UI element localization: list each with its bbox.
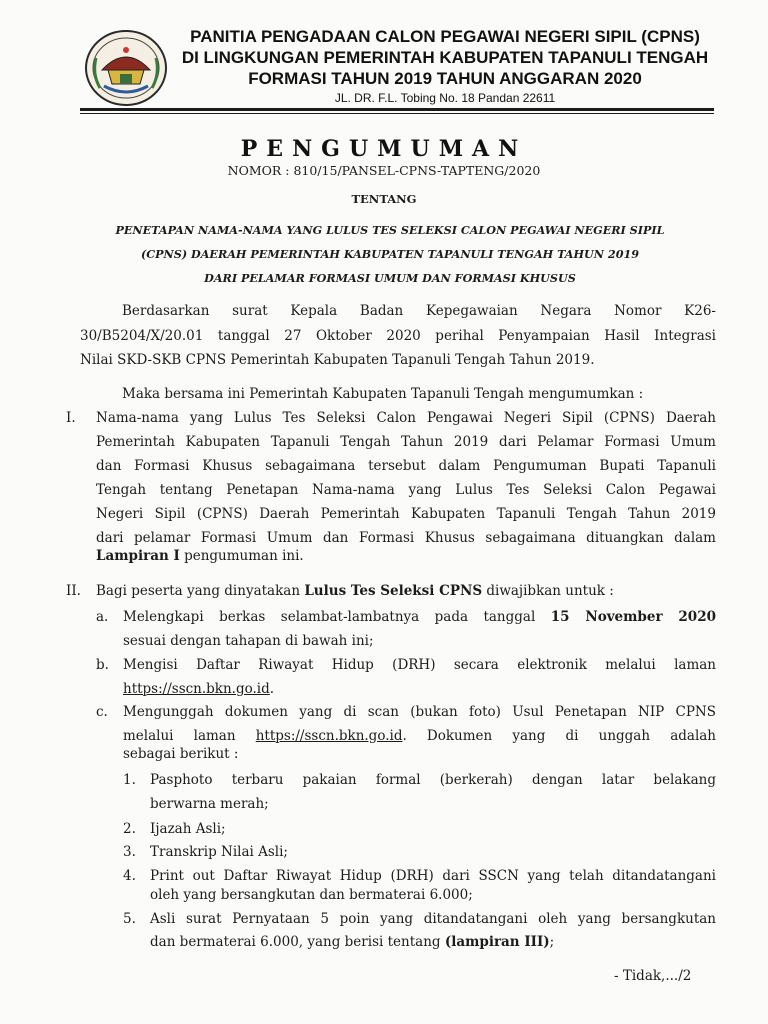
item-a-marker: a. — [96, 609, 109, 625]
doc-item-3-number: 3. — [123, 844, 136, 860]
section-1-line-7 — [96, 547, 304, 565]
doc-item-3-line-1: Transkrip Nilai Asli; — [150, 844, 288, 860]
doc-item-5-number: 5. — [123, 911, 136, 927]
item-b-marker: b. — [96, 657, 109, 673]
section-1-line-4: Tengah tentang Penetapan Nama-nama yang Lulus Tes Seleksi Calon Pegawai — [96, 482, 716, 498]
doc-item-5-line-1: Asli surat Pernyataan 5 poin yang ditandatangani oleh yang bersangkutan — [150, 911, 716, 927]
section-1-line-5: Negeri Sipil (CPNS) Daerah Pemerintah Kabupaten Tapanuli Tengah Tahun 2019 — [96, 506, 716, 522]
item-c-marker: c. — [96, 704, 108, 720]
letterhead — [160, 26, 730, 106]
letterhead-line-2: DI LINGKUNGAN PEMERINTAH KABUPATEN TAPANULI TENGAH — [181, 48, 709, 67]
intro-line-1: Berdasarkan surat Kepala Badan Kepegawaian Negara Nomor K26- — [122, 303, 716, 319]
section-1-line-1: Nama-nama yang Lulus Tes Seleksi Calon Pengawai Negeri Sipil (CPNS) Daerah — [96, 410, 716, 426]
section-2-intro — [96, 582, 614, 600]
letterhead-rule-thin — [80, 113, 714, 114]
letterhead-rule-thick — [80, 108, 714, 111]
page-continuation: - Tidak,.../2 — [614, 968, 692, 984]
doc-item-5-line-2 — [150, 933, 554, 951]
section-2-intro-bold: Lulus Tes Seleksi CPNS — [304, 583, 483, 599]
section-1-line-7-rest: pengumuman ini. — [179, 548, 304, 564]
subject-text — [60, 218, 720, 290]
subject-heading: TENTANG — [351, 192, 417, 206]
intro-line-4: Maka bersama ini Pemerintah Kabupaten Tapanuli Tengah mengumumkan : — [122, 386, 644, 402]
item-a-line-1 — [123, 608, 716, 626]
section-2-intro-post: diwajibkan untuk : — [482, 583, 614, 599]
sscn-link-2[interactable]: https://sscn.bkn.go.id — [255, 728, 403, 744]
item-c-line-1: Mengunggah dokumen yang di scan (bukan foto) Usul Penetapan NIP CPNS — [123, 704, 716, 720]
doc-item-4-line-2: oleh yang bersangkutan dan bermaterai 6.000; — [150, 887, 473, 903]
letterhead-address: JL. DR. F.L. Tobing No. 18 Pandan 22611 — [334, 91, 556, 105]
subject-line-3: DARI PELAMAR FORMASI UMUM DAN FORMASI KHUSUS — [204, 271, 576, 285]
item-b-line-1: Mengisi Daftar Riwayat Hidup (DRH) secara elektronik melalui laman — [123, 657, 716, 673]
deadline-date: 15 November 2020 — [550, 609, 716, 625]
lampiran-1-ref: Lampiran I — [96, 548, 180, 564]
doc-item-1-line-1: Pasphoto terbaru pakaian formal (berkerah) dengan latar belakang — [150, 772, 716, 788]
item-b-line-2 — [123, 680, 274, 698]
intro-line-2: 30/B5204/X/20.01 tanggal 27 Oktober 2020 perihal Penyampaian Hasil Integrasi — [80, 328, 716, 344]
subject-line-2: (CPNS) DAERAH PEMERINTAH KABUPATEN TAPANULI TENGAH TAHUN 2019 — [140, 247, 640, 261]
item-c-line-2-pre: melalui laman — [123, 728, 256, 744]
letterhead-line-1: PANITIA PENGADAAN CALON PEGAWAI NEGERI SIPIL (CPNS) — [190, 27, 700, 46]
doc-item-5-line-2-pre: dan bermaterai 6.000, yang berisi tentang — [150, 934, 445, 950]
section-1-marker: I. — [66, 410, 76, 426]
letterhead-line-3: FORMASI TAHUN 2019 TAHUN ANGGARAN 2020 — [248, 69, 642, 88]
document-title: PENGUMUMAN — [240, 136, 528, 162]
doc-item-1-line-2: berwarna merah; — [150, 796, 269, 812]
doc-item-5-line-2-post: ; — [549, 934, 555, 950]
section-1-line-6: dari pelamar Formasi Umum dan Formasi Khusus sebagaimana dituangkan dalam — [96, 530, 716, 546]
section-2-intro-pre: Bagi peserta yang dinyatakan — [96, 583, 305, 599]
intro-line-3: Nilai SKD-SKB CPNS Pemerintah Kabupaten Tapanuli Tengah Tahun 2019. — [80, 352, 595, 368]
section-1-line-3: dan Formasi Khusus sebagaimana tersebut dalam Pengumuman Bupati Tapanuli — [96, 458, 716, 474]
document-number: NOMOR : 810/15/PANSEL-CPNS-TAPTENG/2020 — [227, 163, 541, 178]
doc-item-2-number: 2. — [123, 821, 136, 837]
item-c-line-3: sebagai berikut : — [123, 746, 239, 762]
item-c-line-2-post: . Dokumen yang di unggah adalah — [402, 728, 717, 744]
doc-item-2-line-1: Ijazah Asli; — [150, 821, 226, 837]
item-a-line-2: sesuai dengan tahapan di bawah ini; — [123, 633, 374, 649]
doc-item-4-line-1: Print out Daftar Riwayat Hidup (DRH) dari SSCN yang telah ditandatangani — [150, 868, 716, 884]
subject-line-1: PENETAPAN NAMA-NAMA YANG LULUS TES SELEKSI CALON PEGAWAI NEGERI SIPIL — [115, 223, 665, 237]
section-2-marker: II. — [66, 583, 81, 599]
item-b-line-2-end: . — [269, 681, 275, 697]
doc-item-1-number: 1. — [123, 772, 136, 788]
item-c-line-2 — [123, 727, 716, 745]
lampiran-3-ref: (lampiran III) — [444, 934, 550, 950]
section-1-line-2: Pemerintah Kabupaten Tapanuli Tengah Tahun 2019 dari Pelamar Formasi Umum — [96, 434, 716, 450]
regency-emblem-logo — [84, 28, 168, 108]
sscn-link[interactable]: https://sscn.bkn.go.id — [123, 681, 270, 697]
item-a-line-1-pre: Melengkapi berkas selambat-lambatnya pada tanggal — [123, 609, 551, 625]
doc-item-4-number: 4. — [123, 868, 136, 884]
